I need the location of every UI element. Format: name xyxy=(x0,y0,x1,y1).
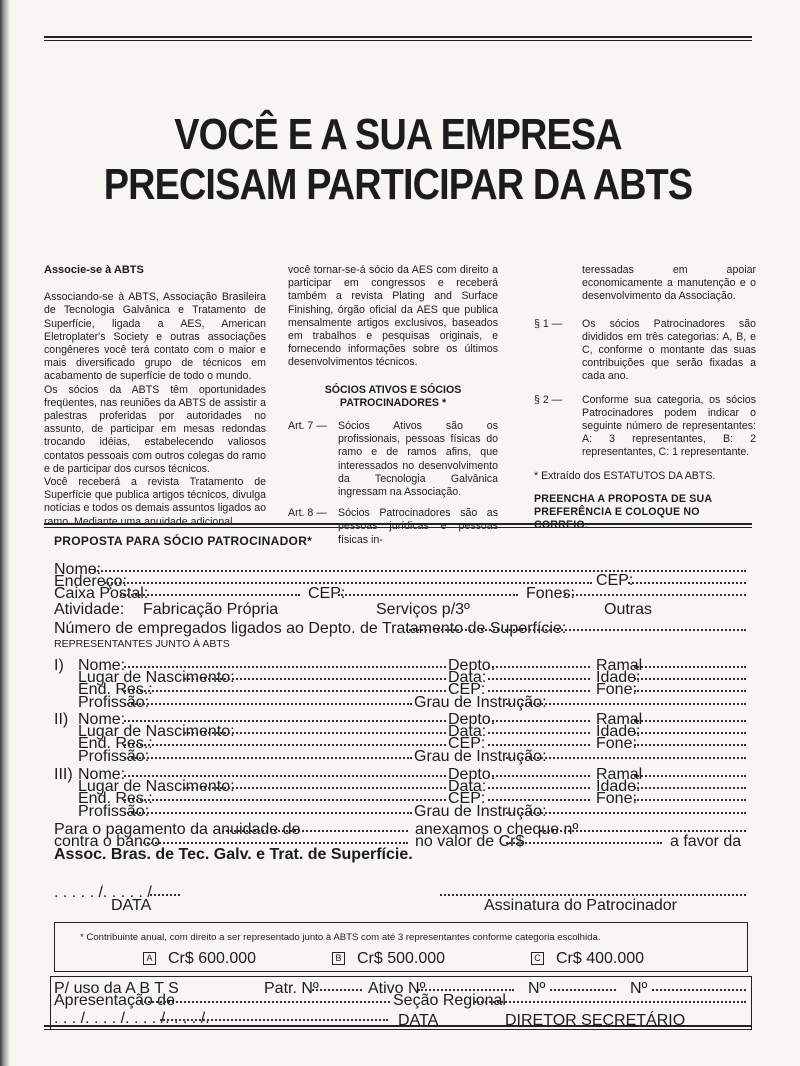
cep2-field[interactable] xyxy=(338,594,518,596)
rep-2-data-field[interactable] xyxy=(488,732,590,734)
cheque-label: anexamos o cheque nº xyxy=(415,821,579,838)
rep-1-idade-field[interactable] xyxy=(634,678,746,680)
rep-2-ramal-field[interactable] xyxy=(634,720,746,722)
ativo-field[interactable] xyxy=(418,989,514,991)
rep-3-number: III) xyxy=(54,766,73,783)
rep-2-cep-label: CEP: xyxy=(448,735,486,753)
rep-2-depto-label: Depto. xyxy=(448,711,496,728)
rep-1-grau-field[interactable] xyxy=(506,703,746,705)
rep-3-ramal-field[interactable] xyxy=(634,775,746,777)
paragraph-2 xyxy=(534,394,756,460)
rep-1-depto-label: Depto. xyxy=(448,657,496,674)
rep-3-nome-label: Nome: xyxy=(78,766,126,783)
col1-paragraph-3: Você receberá a revista Tratamento de Superfície que publica artigos técnicos, divulga notícias e todos os demais assuntos ligados ao ramo. Mediante uma anuidade adicional xyxy=(44,476,267,528)
office-date-line[interactable] xyxy=(160,1019,388,1021)
rep-2-idade-label: Idade: xyxy=(596,723,641,741)
cep-label: CEP: xyxy=(596,572,634,589)
option-b-value: Cr$ 500.000 xyxy=(357,950,446,967)
rep-1-idade-label: Idade: xyxy=(596,669,641,687)
ativo-label: Ativo Nº xyxy=(368,980,426,997)
fones-label: Fones: xyxy=(526,585,575,602)
rep-3-prof-label: Profissão: xyxy=(78,802,150,820)
column-3 xyxy=(534,264,756,532)
article-7-text: Sócios Ativos são os profissionais, pessoas físicas do ramo e de ramos afins, que interessados no desenvolvimento da Tecnologia Galvânica ingressam na Associação. xyxy=(338,420,498,499)
option-a[interactable] xyxy=(143,950,256,968)
cep2-label: CEP: xyxy=(308,585,346,602)
nome-field[interactable] xyxy=(94,570,746,572)
rep-1-prof-field[interactable] xyxy=(124,703,412,705)
rep-2-end-label: End. Res.: xyxy=(78,735,153,753)
rep-3-data-label: Data: xyxy=(448,778,487,796)
pagamento-field[interactable] xyxy=(222,830,408,832)
rep-3-end-label: End. Res.: xyxy=(78,790,153,808)
date-year-field[interactable] xyxy=(150,894,180,896)
valor-label: no valor de Cr$ xyxy=(415,833,525,850)
rep-1-cep-label: CEP: xyxy=(448,681,486,699)
article-8-text: Sócios Patrocinadores são as pessoas jurídicas e pessoas físicas in- xyxy=(338,507,498,546)
headline xyxy=(94,110,703,210)
paragraph-2-text: Conforme sua categoria, os sócios Patrocinadores podem indicar o seguinte número de representantes: A: 3 representantes, B: 2 representantes, C: 1 representante. xyxy=(582,393,756,459)
rep-3-end-field[interactable] xyxy=(124,799,446,801)
valor-field[interactable] xyxy=(506,842,662,844)
patr-field[interactable] xyxy=(312,989,362,991)
rep-1-lugar-field[interactable] xyxy=(184,678,446,680)
option-c[interactable] xyxy=(531,950,644,968)
headline-line-1: VOCÊ E A SUA EMPRESA xyxy=(174,110,622,159)
favor-label: a favor da xyxy=(670,833,742,850)
rep-3-cep-field[interactable] xyxy=(488,799,590,801)
rep-2-grau-label: Grau de Instrução: xyxy=(414,747,547,765)
rep-1-prof-label: Profissão: xyxy=(78,693,150,711)
rep-1-ramal-label: Ramal xyxy=(596,657,643,674)
n1-field[interactable] xyxy=(550,989,616,991)
rep-2-number: II) xyxy=(54,711,69,728)
rep-2-end-field[interactable] xyxy=(124,744,446,746)
article-8-label: Art. 8 — xyxy=(288,507,327,520)
rep-3-grau-field[interactable] xyxy=(506,812,746,814)
office-date-label: DATA xyxy=(398,1012,439,1029)
rep-1-depto-field[interactable] xyxy=(488,666,590,668)
rep-3-depto-label: Depto. xyxy=(448,766,496,783)
rep-2-data-label: Data: xyxy=(448,723,487,741)
atividade-fabricacao[interactable]: Fabricação Própria xyxy=(143,601,279,618)
paragraph-1-label: § 1 — xyxy=(534,317,563,330)
rep-3-fone-field[interactable] xyxy=(634,799,746,801)
column-2 xyxy=(288,264,498,555)
rep-3-idade-field[interactable] xyxy=(634,787,746,789)
rep-3-lugar-label: Lugar de Nascimento: xyxy=(78,778,235,796)
atividade-outras[interactable]: Outras xyxy=(604,601,653,618)
article-7-label: Art. 7 — xyxy=(288,420,327,433)
secao-field[interactable] xyxy=(474,1001,746,1003)
fones-field[interactable] xyxy=(564,594,746,596)
n2-field[interactable] xyxy=(652,989,746,991)
rep-1-fone-label: Fone: xyxy=(596,681,637,699)
signature-field[interactable] xyxy=(440,894,746,896)
office-use-label: P/ uso da A B T S xyxy=(54,980,179,997)
rep-3-idade-label: Idade: xyxy=(596,778,641,796)
rep-2-idade-field[interactable] xyxy=(634,732,746,734)
rep-1-cep-field[interactable] xyxy=(488,690,590,692)
rep-2-prof-label: Profissão: xyxy=(78,747,150,765)
date-label: DATA xyxy=(111,897,152,914)
rep-2-nome-field[interactable] xyxy=(124,720,446,722)
paragraph-1-text: Os sócios Patrocinadores são divididos em três categorias: A, B, e C, conforme o montante das suas contribuições que serão fixadas a cada ano. xyxy=(582,317,756,383)
option-c-value: Cr$ 400.000 xyxy=(556,950,645,967)
col2-subheading: SÓCIOS ATIVOS E SÓCIOS PATROCINADORES * xyxy=(324,383,462,409)
col1-paragraph-1: Associando-se à ABTS, Associação Brasileira de Tecnologia Galvânica e Tratamento de Superfície, ligada a AES, American Eletroplater's Society e outras associações congêneres você terá contato com o maior e mais diversificado grupo de técnicos em acabamento de superfície de todo o mundo. xyxy=(44,291,266,383)
rep-1-data-field[interactable] xyxy=(488,678,590,680)
rep-2-cep-field[interactable] xyxy=(488,744,590,746)
rep-3-prof-field[interactable] xyxy=(124,812,412,814)
cep-field[interactable] xyxy=(628,582,746,584)
rep-2-prof-field[interactable] xyxy=(124,757,412,759)
contribution-note: * Contribuinte anual, com direito a ser representado junto à ABTS com até 3 representantes conforme categoria escolhida. xyxy=(80,932,601,943)
option-b[interactable] xyxy=(332,950,445,968)
apresentacao-label: Apresentação de xyxy=(54,992,175,1009)
patr-label: Patr. Nº xyxy=(264,980,319,997)
director-label: DIRETOR SECRETÁRIO xyxy=(505,1012,686,1029)
option-a-checkbox[interactable]: A xyxy=(143,952,156,965)
option-b-checkbox[interactable]: B xyxy=(332,952,345,965)
rep-2-ramal-label: Ramal xyxy=(596,711,643,728)
col1-paragraph-2: Os sócios da ABTS têm oportunidades freqüentes, nas reuniões da ABTS de assistir a palestras proferidas por autoridades no assunto, de participar em mesas redondas trocando idéias, estabelecendo valiosos contatos pessoais com outros colegas do ramo e de participar dos cursos técnicos. xyxy=(44,383,266,475)
rep-1-nome-field[interactable] xyxy=(124,666,446,668)
rep-1-lugar-label: Lugar de Nascimento: xyxy=(78,669,235,687)
rep-3-data-field[interactable] xyxy=(488,787,590,789)
call-to-action: PREENCHA A PROPOSTA DE SUA PREFERÊNCIA E COLOQUE NO CORREIO. xyxy=(534,492,712,532)
atividade-servicos[interactable]: Serviços p/3º xyxy=(376,601,470,618)
representantes-heading: REPRESENTANTES JUNTO À ABTS xyxy=(54,638,230,650)
rep-1-number: I) xyxy=(54,657,64,674)
paragraph-2-label: § 2 — xyxy=(534,393,563,406)
rep-2-grau-field[interactable] xyxy=(506,757,746,759)
rep-3-nome-field[interactable] xyxy=(124,775,446,777)
rep-3-cep-label: CEP: xyxy=(448,790,486,808)
column-1-heading: Associe-se à ABTS xyxy=(44,264,144,276)
cheque-field[interactable] xyxy=(540,830,746,832)
rep-1-data-label: Data: xyxy=(448,669,487,687)
rep-3-lugar-field[interactable] xyxy=(184,787,446,789)
secao-label: Seção Regional xyxy=(393,992,506,1009)
page-edge-shadow xyxy=(0,0,10,1066)
rep-1-grau-label: Grau de Instrução: xyxy=(414,693,547,711)
headline-line-2: PRECISAM PARTICIPAR DA ABTS xyxy=(103,160,693,209)
top-rule xyxy=(44,36,752,41)
rep-1-end-field[interactable] xyxy=(124,690,446,692)
rep-1-nome-label: Nome: xyxy=(78,657,126,674)
endereco-field[interactable] xyxy=(104,582,592,584)
statute-footnote: * Extraído dos ESTATUTOS DA ABTS. xyxy=(534,469,716,482)
banco-label: contra o banco xyxy=(54,833,160,850)
empregados-label: Número de empregados ligados ao Depto. de Tratamento de Superfície: xyxy=(54,620,567,637)
signature-label: Assinatura do Patrocinador xyxy=(484,897,677,914)
option-c-checkbox[interactable]: C xyxy=(531,952,544,965)
rep-2-lugar-label: Lugar de Nascimento: xyxy=(78,723,235,741)
nome-label: Nome: xyxy=(54,561,102,578)
article-7 xyxy=(288,420,498,499)
col2-paragraph-1: você tornar-se-á sócio da AES com direito a participar em congressos e receberá também a revista Plating and Surface Finishing, órgão oficial da AES que publica mensalmente artigos exclusivos, baseados em trabalhos e pesquisas originais, e fornecendo informações sobre os últimos desenvolvimentos técnicos. xyxy=(288,264,498,369)
endereco-label: Endereço: xyxy=(54,573,127,590)
option-a-value: Cr$ 600.000 xyxy=(168,950,257,967)
paragraph-1 xyxy=(534,318,756,384)
rep-2-fone-label: Fone: xyxy=(596,735,637,753)
apresentacao-field[interactable] xyxy=(140,1001,390,1003)
n2-label: Nº xyxy=(630,980,648,997)
caixa-postal-label: Caixa Postal: xyxy=(54,585,149,602)
atividade-label: Atividade: xyxy=(54,601,125,618)
empregados-field[interactable] xyxy=(406,629,746,631)
rep-3-ramal-label: Ramal xyxy=(596,766,643,783)
rep-3-depto-field[interactable] xyxy=(488,775,590,777)
associacao-name: Assoc. Bras. de Tec. Galv. e Trat. de Superfície. xyxy=(54,846,413,863)
bottom-rule xyxy=(44,1025,752,1030)
caixa-postal-field[interactable] xyxy=(120,594,300,596)
rep-1-end-label: End. Res.: xyxy=(78,681,153,699)
middle-rule xyxy=(44,523,752,528)
rep-2-lugar-field[interactable] xyxy=(184,732,446,734)
rep-1-fone-field[interactable] xyxy=(634,690,746,692)
date-field[interactable]: . . . . . /. . . . . / xyxy=(54,884,152,901)
n1-label: Nº xyxy=(528,980,546,997)
col3-paragraph-1: teressadas em apoiar economicamente a manutenção e o desenvolvimento da Associação. xyxy=(582,264,756,303)
rep-2-fone-field[interactable] xyxy=(634,744,746,746)
pagamento-label: Para o pagamento da anuidade de xyxy=(54,821,301,838)
column-1 xyxy=(44,264,266,529)
rep-3-grau-label: Grau de Instrução: xyxy=(414,802,547,820)
rep-3-fone-label: Fone: xyxy=(596,790,637,808)
rep-2-depto-field[interactable] xyxy=(488,720,590,722)
office-date-field[interactable]: . . . /. . . . /. . . . /. . . . /. xyxy=(54,1010,210,1027)
rep-1-ramal-field[interactable] xyxy=(634,666,746,668)
banco-field[interactable] xyxy=(140,842,408,844)
form-title: PROPOSTA PARA SÓCIO PATROCINADOR* xyxy=(54,534,313,548)
rep-2-nome-label: Nome: xyxy=(78,711,126,728)
